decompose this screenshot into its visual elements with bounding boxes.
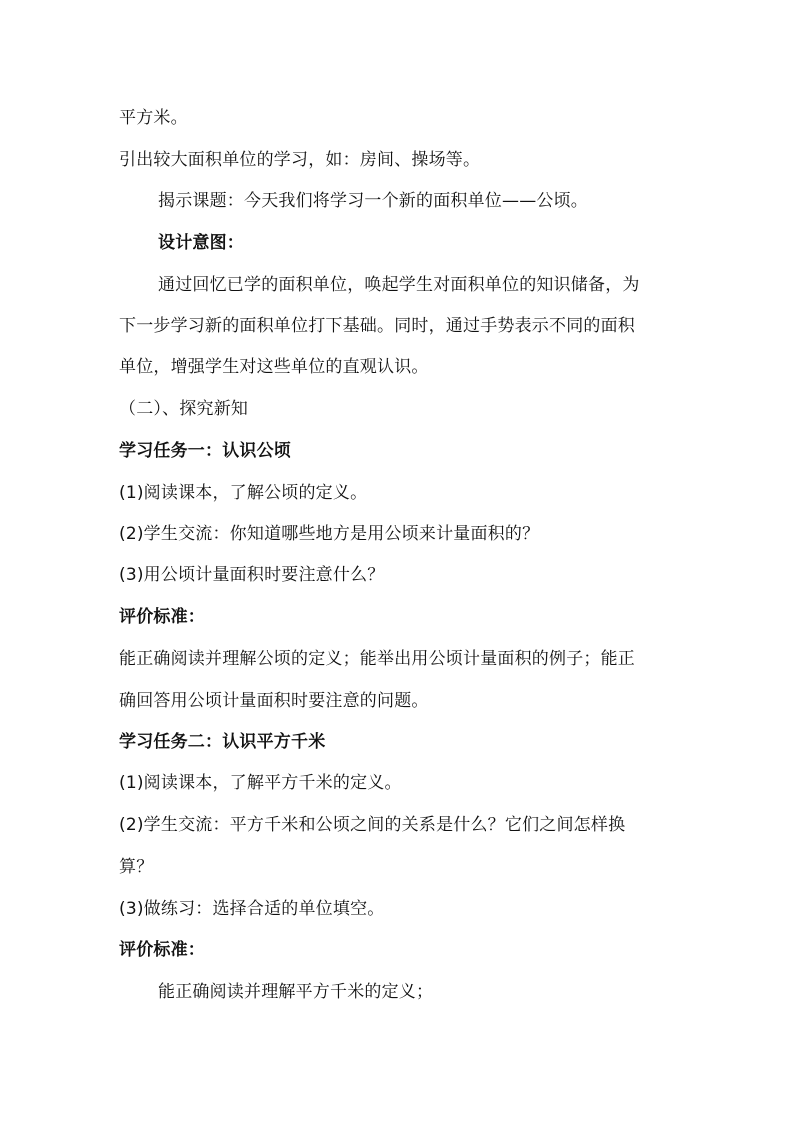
text-line: 单位，增强学生对这些单位的直观认识。	[119, 357, 429, 377]
text-line: 引出较大面积单位的学习，如：房间、操场等。	[119, 150, 481, 170]
text-line: 能正确阅读并理解平方千米的定义；	[158, 982, 434, 1002]
text-line: 下一步学习新的面积单位打下基础。同时，通过手势表示不同的面积	[119, 316, 635, 336]
text-line: 揭示课题：今天我们将学习一个新的面积单位——公顷。	[158, 191, 588, 211]
criteria-heading: 评价标准：	[119, 607, 205, 627]
list-item: (2)学生交流：平方千米和公顷之间的关系是什么？它们之间怎样换	[119, 815, 626, 835]
list-item: (2)学生交流：你知道哪些地方是用公顷来计量面积的？	[119, 524, 540, 544]
criteria-heading: 评价标准：	[119, 940, 205, 960]
text-line: 平方米。	[119, 108, 188, 128]
task-heading: 学习任务一：认识公顷	[119, 441, 291, 461]
list-item: (1)阅读课本，了解公顷的定义。	[119, 483, 368, 503]
task-heading: 学习任务二：认识平方千米	[119, 732, 326, 752]
text-line: 能正确阅读并理解公顷的定义；能举出用公顷计量面积的例子；能正	[119, 649, 635, 669]
list-item: (3)做练习：选择合适的单位填空。	[119, 899, 385, 919]
text-line: 算？	[119, 857, 154, 877]
section-heading: （二）、探究新知	[119, 399, 249, 419]
section-heading: 设计意图：	[158, 233, 244, 253]
text-line: 确回答用公顷计量面积时要注意的问题。	[119, 691, 429, 711]
list-item: (1)阅读课本，了解平方千米的定义。	[119, 773, 402, 793]
text-line: 通过回忆已学的面积单位，唤起学生对面积单位的知识储备，为	[158, 275, 640, 295]
list-item: (3)用公顷计量面积时要注意什么？	[119, 565, 385, 585]
